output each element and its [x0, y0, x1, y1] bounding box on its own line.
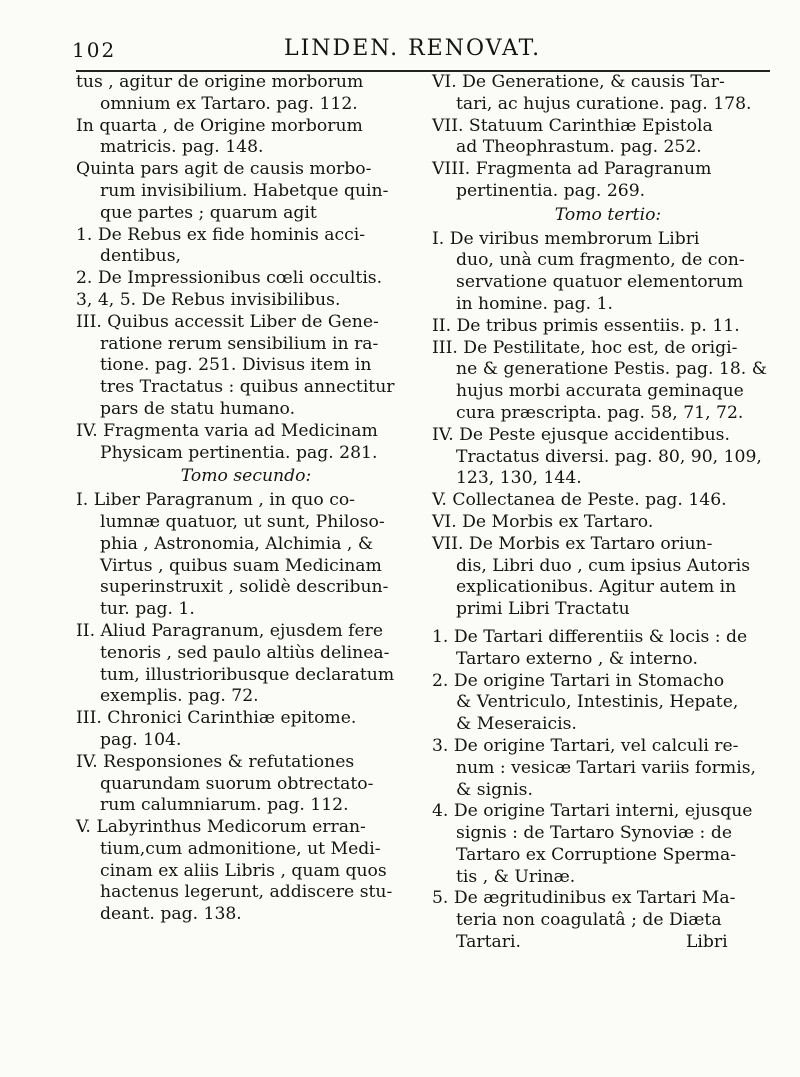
text-line: hujus morbi accurata geminaque	[456, 381, 744, 402]
right-column	[432, 72, 784, 954]
text-line: pars de statu humano.	[100, 398, 296, 419]
text-line: & Meseraicis.	[456, 714, 577, 735]
text-line: VII. De Morbis ex Tartaro oriun-	[432, 533, 713, 554]
text-line: tum, illustrioribusque declaratum	[100, 664, 395, 685]
text-line: tione. pag. 251. Divisus item in	[100, 355, 372, 376]
text-line: Tractatus diversi. pag. 80, 90, 109,	[456, 446, 762, 467]
text-line: VIII. Fragmenta ad Paragranum	[432, 159, 712, 180]
text-line: II. De tribus primis essentiis. p. 11.	[432, 315, 740, 336]
text-line: Virtus , quibus suam Medicinam	[100, 555, 382, 576]
text-line: deant. pag. 138.	[100, 904, 242, 925]
text-line: exemplis. pag. 72.	[100, 686, 259, 707]
text-line: 3. De origine Tartari, vel calculi re-	[432, 735, 739, 756]
text-line: 2. De origine Tartari in Stomacho	[432, 670, 725, 691]
catchword: Libri	[686, 932, 728, 953]
text-line: tur. pag. 1.	[100, 599, 195, 620]
text-line: tenoris , sed paulo altiùs delinea-	[100, 642, 390, 663]
text-line: V. Collectanea de Peste. pag. 146.	[432, 490, 727, 511]
text-line: In quarta , de Origine morborum	[76, 115, 363, 136]
text-line: IV. Responsiones & refutationes	[76, 751, 355, 772]
text-line: matricis. pag. 148.	[100, 137, 264, 158]
text-line: VI. De Generatione, & causis Tar-	[432, 72, 725, 92]
text-line: ratione rerum sensibilium in ra-	[100, 333, 379, 354]
text-line: VII. Statuum Carinthiæ Epistola	[432, 115, 713, 136]
text-line: IV. Fragmenta varia ad Medicinam	[76, 420, 378, 441]
tomo-heading: Tomo secundo:	[180, 466, 312, 487]
text-line: pertinentia. pag. 269.	[456, 180, 646, 201]
text-line: ad Theophrastum. pag. 252.	[456, 137, 702, 158]
text-line: VI. De Morbis ex Tartaro.	[432, 511, 654, 532]
text-line: V. Labyrinthus Medicorum erran-	[76, 817, 366, 838]
text-line: pag. 104.	[100, 729, 182, 750]
text-line: primi Libri Tractatu	[456, 599, 630, 620]
text-line: 5. De ægritudinibus ex Tartari Ma-	[432, 888, 736, 909]
left-column	[76, 72, 416, 926]
text-line: rum invisibilium. Habetque quin-	[100, 180, 389, 201]
text-line: IV. De Peste ejusque accidentibus.	[432, 424, 730, 445]
text-line: hactenus legerunt, addiscere stu-	[100, 882, 393, 903]
text-line: cinam ex aliis Libris , quam quos	[100, 860, 387, 881]
text-line: phia , Astronomia, Alchimia , &	[100, 533, 374, 554]
text-line: dentibus,	[100, 246, 182, 267]
text-line: duo, unà cum fragmento, de con-	[456, 250, 745, 271]
text-line: 1. De Tartari differentiis & locis : de	[432, 626, 748, 647]
text-line: I. Liber Paragranum , in quo co-	[76, 490, 355, 511]
text-line: tari, ac hujus curatione. pag. 178.	[456, 93, 752, 114]
text-line: rum calumniarum. pag. 112.	[100, 795, 349, 816]
text-line: tium,cum admonitione, ut Medi-	[100, 838, 381, 859]
text-line: III. Quibus accessit Liber de Gene-	[76, 311, 379, 332]
text-line: que partes ; quarum agit	[100, 202, 317, 223]
text-line: 1. De Rebus ex fide hominis acci-	[76, 224, 366, 245]
text-line: dis, Libri duo , cum ipsius Autoris	[456, 555, 751, 576]
text-line: 3, 4, 5. De Rebus invisibilibus.	[76, 289, 341, 310]
text-line: 2. De Impressionibus cœli occultis.	[76, 268, 383, 289]
text-line: & signis.	[456, 779, 533, 800]
text-line: Tartaro ex Corruptione Sperma-	[456, 844, 737, 865]
text-line: ne & generatione Pestis. pag. 18. &	[456, 359, 768, 380]
text-line: tres Tractatus : quibus annectitur	[100, 377, 395, 398]
text-line: signis : de Tartaro Synoviæ : de	[456, 823, 732, 844]
text-line: tus , agitur de origine morborum	[76, 72, 364, 92]
text-line: servatione quatuor elementorum	[456, 272, 744, 293]
text-line: II. Aliud Paragranum, ejusdem fere	[76, 620, 384, 641]
text-line: 4. De origine Tartari interni, ejusque	[432, 801, 753, 822]
text-line: & Ventriculo, Intestinis, Hepate,	[456, 692, 739, 713]
text-line: Tartari.	[456, 932, 521, 953]
running-title: LINDEN. RENOVAT.	[284, 36, 542, 61]
text-line: lumnæ quatuor, ut sunt, Philoso-	[100, 511, 385, 532]
text-line: in homine. pag. 1.	[456, 293, 613, 314]
text-line: teria non coagulatâ ; de Diæta	[456, 910, 722, 931]
text-line: num : vesicæ Tartari variis formis,	[456, 757, 756, 778]
page-number: 102	[72, 38, 117, 62]
text-line: Quinta pars agit de causis morbo-	[76, 159, 372, 180]
text-line: 123, 130, 144.	[456, 468, 582, 489]
text-line: cura præscripta. pag. 58, 71, 72.	[456, 402, 744, 423]
text-line: I. De viribus membrorum Libri	[432, 228, 700, 249]
text-line: tis , & Urinæ.	[456, 866, 576, 887]
running-head	[72, 30, 772, 70]
text-line: superinstruxit , solidè describun-	[100, 577, 389, 598]
text-line: Tartaro externo , & interno.	[456, 648, 698, 669]
text-line: III. Chronici Carinthiæ epitome.	[76, 708, 357, 729]
text-line: III. De Pestilitate, hoc est, de origi-	[432, 337, 738, 358]
text-line: quarundam suorum obtrectato-	[100, 773, 374, 794]
text-line: omnium ex Tartaro. pag. 112.	[100, 93, 358, 114]
text-line: Physicam pertinentia. pag. 281.	[100, 442, 378, 463]
text-line: explicationibus. Agitur autem in	[456, 577, 737, 598]
tomo-heading: Tomo tertio:	[554, 204, 662, 225]
